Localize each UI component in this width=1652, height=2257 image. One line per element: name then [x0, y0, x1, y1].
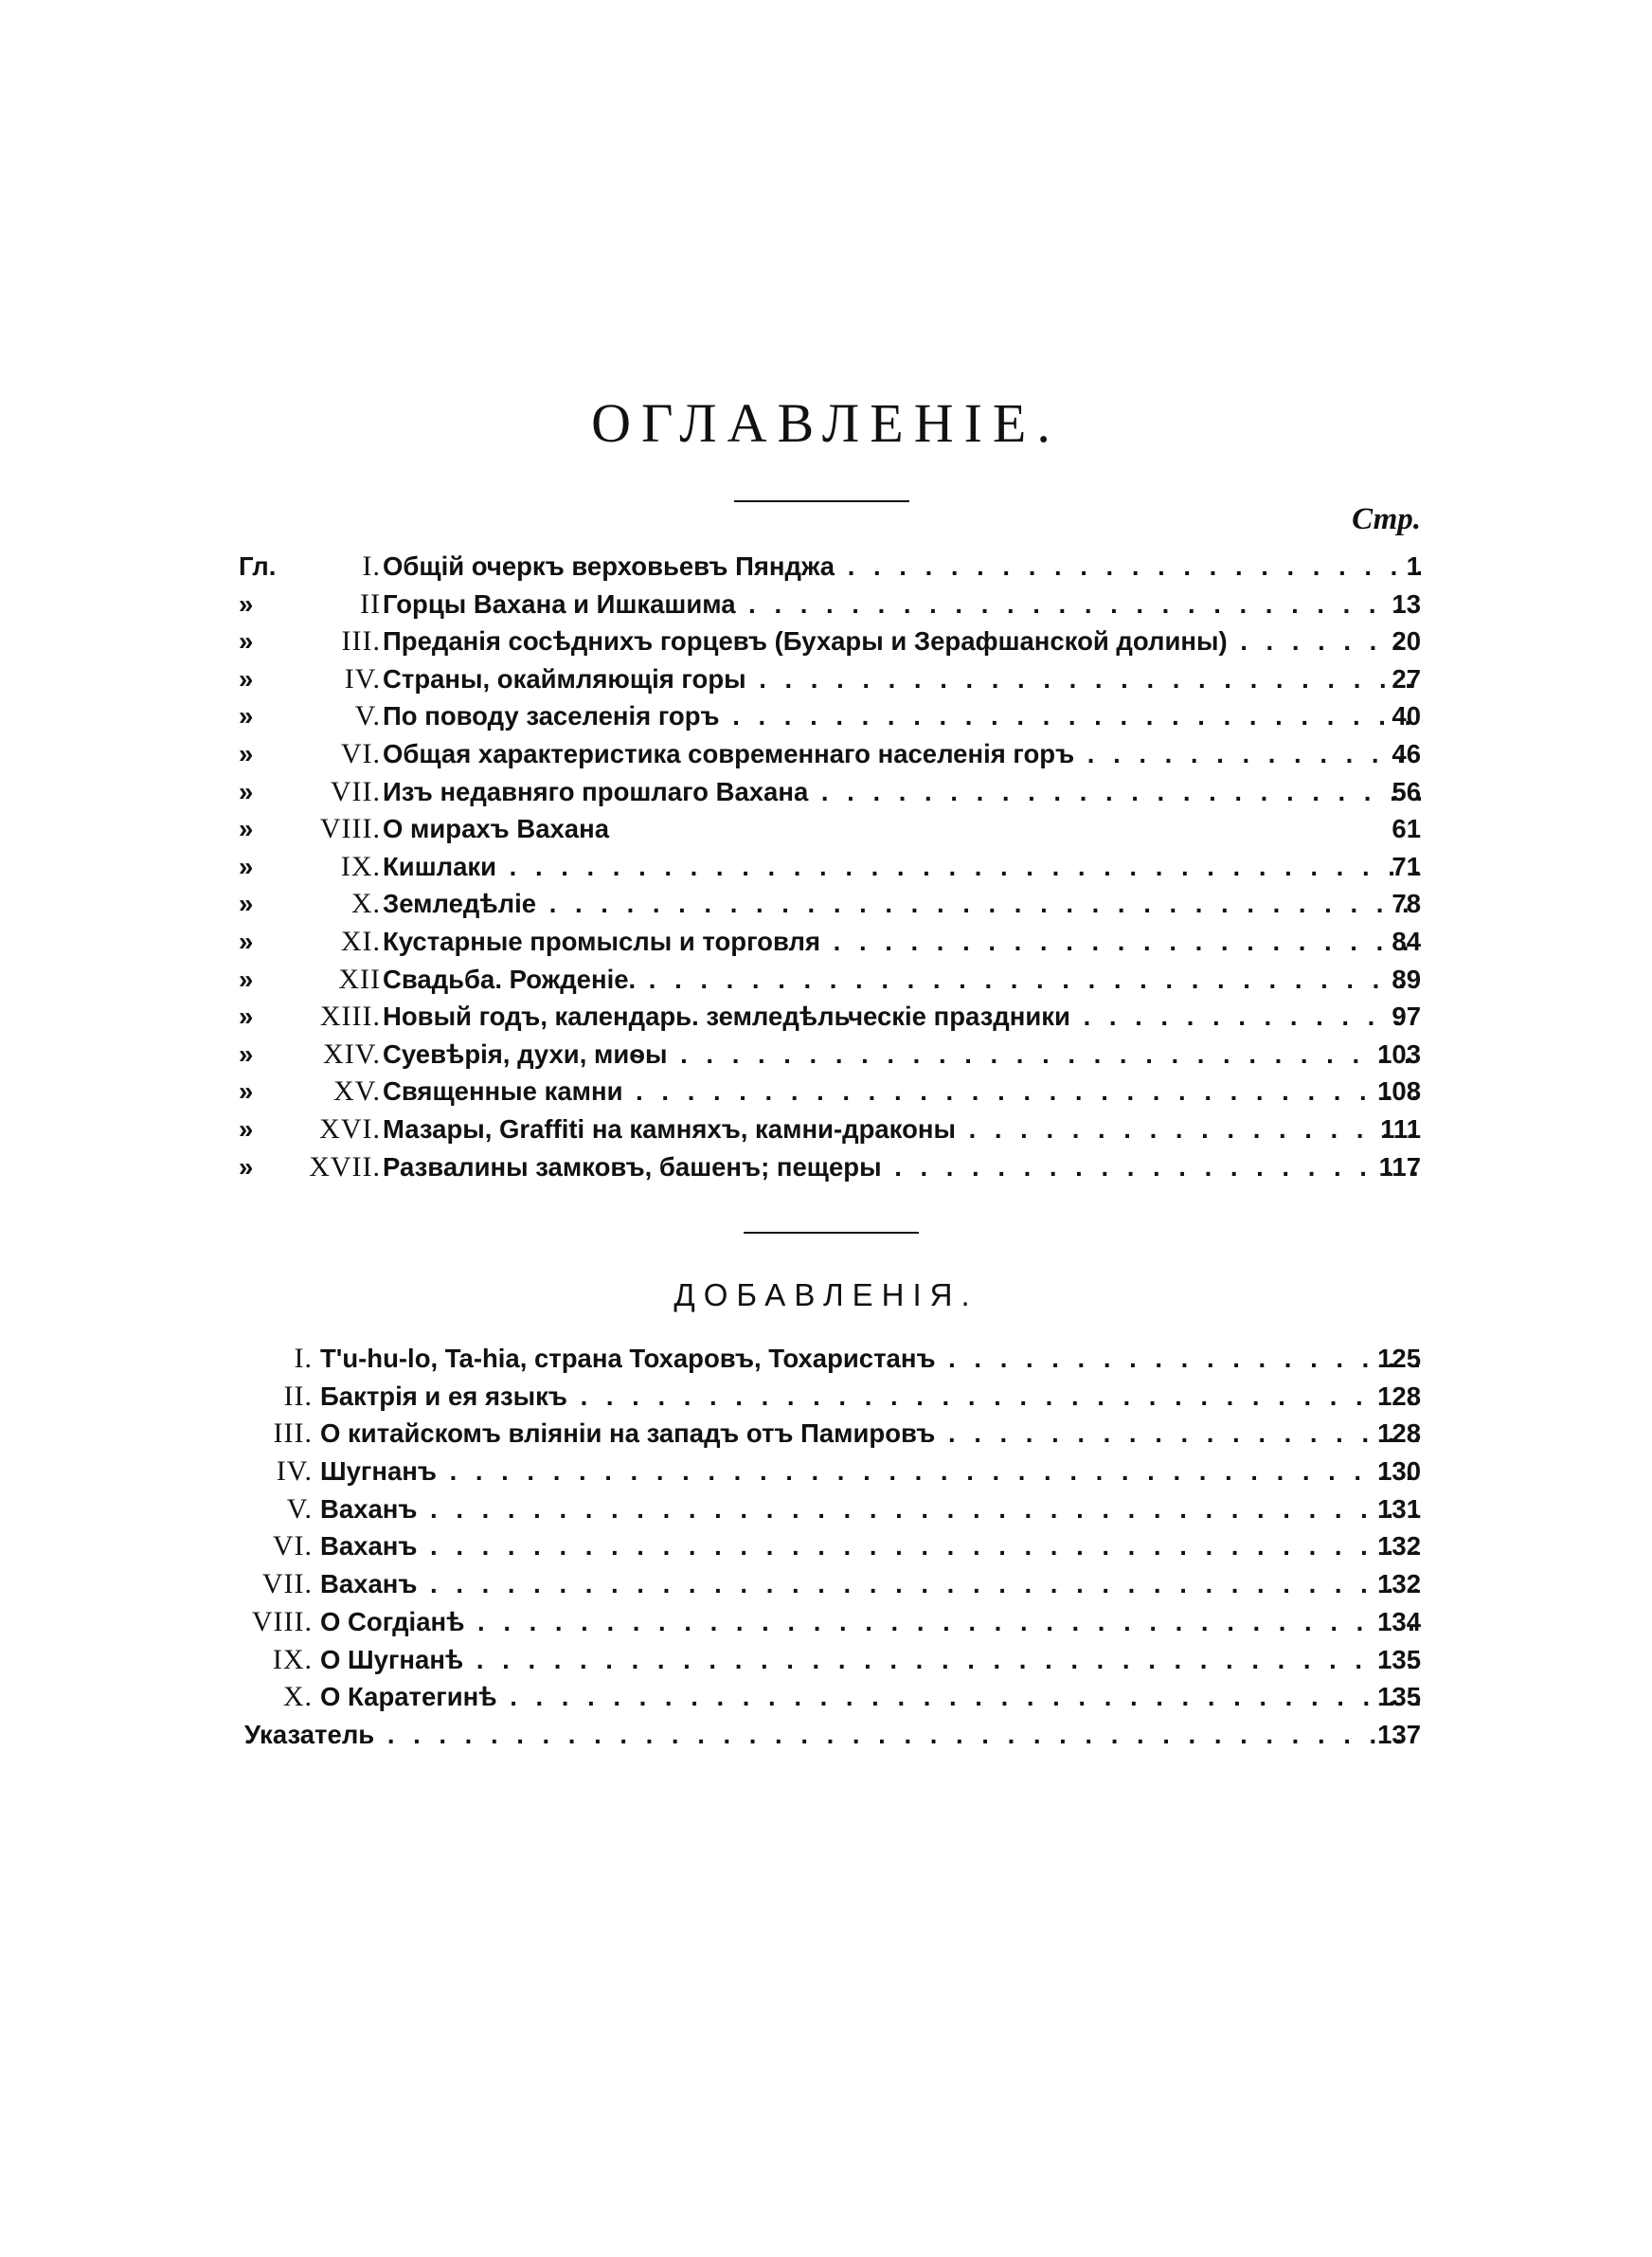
chapter-row	[0, 697, 1652, 735]
chapter-number: IX.	[340, 850, 381, 882]
chapter-row	[0, 1036, 1652, 1074]
appendix-page: 132	[1377, 1569, 1421, 1599]
appendix-title: Ваханъ . . .	[320, 1565, 1421, 1603]
chapter-title: Суевѣрія, духи, миѳы . . .	[383, 1036, 1421, 1074]
appendix-page: 125	[1377, 1344, 1421, 1373]
section-divider	[744, 1232, 919, 1234]
chapter-row	[0, 961, 1652, 999]
appendix-title: Шугнанъ . . .	[320, 1453, 1421, 1490]
chapter-prefix: »	[239, 626, 254, 657]
chapter-prefix: »	[239, 776, 254, 806]
chapter-number: III.	[341, 625, 381, 658]
appendix-title: О Согдіанѣ . . .	[320, 1603, 1421, 1641]
chapter-row	[0, 773, 1652, 811]
appendix-page: 131	[1377, 1493, 1421, 1524]
appendix-title: T'u-hu-lo, Ta-hia, страна Тохаровъ, Тохаристанъ . . .	[320, 1340, 1421, 1378]
appendix-title: О Каратегинѣ . . .	[320, 1678, 1421, 1716]
index-title: Указатель . . .	[244, 1716, 1421, 1754]
chapter-page: 111	[1380, 1113, 1421, 1144]
appendix-page: 132	[1377, 1531, 1421, 1562]
chapter-title: Общій очеркъ верховьевъ Пянджа . . .	[383, 548, 1421, 586]
chapter-title: Преданія сосѣднихъ горцевъ (Бухары и Зерафшанской долины) . . .	[383, 623, 1421, 660]
chapter-prefix: »	[239, 964, 254, 994]
chapter-number: XIII.	[319, 1001, 381, 1033]
appendix-number: II.	[283, 1380, 313, 1412]
appendix-number: IV.	[276, 1455, 313, 1488]
appendix-number: X.	[282, 1681, 313, 1713]
chapter-number: IV.	[344, 662, 381, 695]
chapter-title: Общая характеристика современнаго населенія горъ . . .	[383, 735, 1421, 773]
chapter-page: 1	[1406, 551, 1421, 581]
appendix-number: IX.	[272, 1643, 313, 1675]
chapter-row	[0, 623, 1652, 660]
chapter-number: XV.	[333, 1075, 381, 1108]
chapter-row	[0, 586, 1652, 623]
chapter-number: X.	[350, 888, 381, 920]
appendix-title: Бактрія и ея языкъ . . .	[320, 1378, 1421, 1416]
page-column-label: Стр.	[1352, 502, 1421, 536]
appendix-title: О китайскомъ вліяніи на западъ отъ Памировъ . . .	[320, 1415, 1421, 1453]
appendix-title: ДОБАВЛЕНІЯ.	[673, 1277, 979, 1312]
appendix-number: VII.	[261, 1568, 313, 1600]
chapter-prefix: »	[239, 1113, 254, 1144]
chapter-page: 89	[1392, 964, 1421, 994]
appendix-number: V.	[286, 1492, 313, 1525]
chapter-number: V.	[354, 700, 381, 732]
appendix-row	[0, 1453, 1652, 1490]
chapter-prefix: »	[239, 663, 254, 694]
chapter-title: Земледѣліе . . .	[383, 885, 1421, 923]
chapter-row	[0, 1073, 1652, 1110]
chapter-title: Свадьба. Рожденіе. . . .	[383, 961, 1421, 999]
chapter-prefix: »	[239, 588, 254, 619]
appendix-row	[0, 1490, 1652, 1528]
chapters-list	[0, 548, 1652, 1185]
chapter-number: VII.	[330, 775, 381, 807]
chapter-row	[0, 735, 1652, 773]
chapter-row	[0, 548, 1652, 586]
chapter-title: Кишлаки . . .	[383, 848, 1421, 886]
chapter-number: VIII.	[319, 813, 381, 845]
appendix-page: 130	[1377, 1456, 1421, 1487]
chapter-page: 84	[1392, 926, 1421, 956]
chapter-number: XIV.	[323, 1038, 381, 1070]
appendix-row	[0, 1603, 1652, 1641]
appendix-page: 128	[1377, 1381, 1421, 1411]
appendix-title: Ваханъ . . .	[320, 1527, 1421, 1565]
index-row	[0, 1716, 1652, 1754]
chapter-title: Священные камни . . .	[383, 1073, 1421, 1110]
chapter-title: Развалины замковъ, башенъ; пещеры . . .	[383, 1148, 1421, 1186]
appendix-title: Ваханъ . . .	[320, 1490, 1421, 1528]
appendix-row	[0, 1340, 1652, 1378]
chapter-title: О мирахъ Вахана	[383, 814, 610, 844]
page-title: ОГЛАВЛЕНІЕ.	[591, 392, 1061, 454]
chapter-page: 61	[1392, 814, 1421, 844]
chapter-prefix: »	[239, 701, 254, 731]
appendix-row	[0, 1678, 1652, 1716]
chapter-title: Горцы Вахана и Ишкашима . . .	[383, 586, 1421, 623]
chapter-page: 108	[1377, 1076, 1421, 1107]
appendix-number: III.	[273, 1417, 313, 1450]
chapter-row	[0, 810, 1652, 848]
appendix-row	[0, 1641, 1652, 1679]
chapter-row	[0, 998, 1652, 1036]
appendix-row	[0, 1527, 1652, 1565]
appendix-row	[0, 1378, 1652, 1416]
chapter-row	[0, 660, 1652, 698]
chapter-row	[0, 923, 1652, 961]
chapter-page: 56	[1392, 776, 1421, 806]
chapter-number: II	[360, 587, 381, 620]
chapter-prefix: »	[239, 1002, 254, 1032]
index-page: 137	[1377, 1719, 1421, 1749]
appendix-page: 128	[1377, 1418, 1421, 1449]
appendix-row	[0, 1565, 1652, 1603]
appendix-page: 135	[1377, 1644, 1421, 1674]
appendix-page: 134	[1377, 1606, 1421, 1636]
chapter-title: Изъ недавняго прошлаго Вахана . . .	[383, 773, 1421, 811]
chapter-prefix: »	[239, 1076, 254, 1107]
chapter-prefix: »	[239, 1038, 254, 1069]
chapter-row	[0, 885, 1652, 923]
chapter-row	[0, 1148, 1652, 1186]
chapter-prefix: »	[239, 1151, 254, 1182]
chapter-page: 27	[1392, 663, 1421, 694]
appendix-title: О Шугнанѣ . . .	[320, 1641, 1421, 1679]
appendix-number: VI.	[272, 1530, 313, 1562]
chapter-number: XVI.	[319, 1112, 381, 1145]
chapter-prefix: »	[239, 738, 254, 768]
chapter-prefix: Гл.	[239, 551, 277, 581]
chapter-number: XI.	[340, 925, 381, 957]
chapter-prefix: »	[239, 814, 254, 844]
chapter-prefix: »	[239, 926, 254, 956]
chapter-number: XII	[338, 963, 381, 995]
chapter-number: VI.	[340, 737, 381, 769]
chapter-prefix: »	[239, 851, 254, 881]
chapter-page: 71	[1392, 851, 1421, 881]
chapter-title: По поводу заселенія горъ . . .	[383, 697, 1421, 735]
chapter-page: 117	[1378, 1151, 1421, 1182]
appendix-number: VIII.	[251, 1605, 313, 1637]
chapter-page: 103	[1377, 1038, 1421, 1069]
appendix-number: I.	[294, 1343, 313, 1374]
chapter-page: 40	[1392, 701, 1421, 731]
chapter-number: I.	[362, 551, 381, 582]
appendix-page: 135	[1377, 1682, 1421, 1712]
chapter-page: 78	[1392, 889, 1421, 919]
appendices-list	[0, 1340, 1652, 1754]
chapter-page: 13	[1392, 588, 1421, 619]
chapter-prefix: »	[239, 889, 254, 919]
chapter-title: Новый годъ, календарь. земледѣльческіе праздники . . .	[383, 998, 1421, 1036]
chapter-title: Кустарные промыслы и торговля . . .	[383, 923, 1421, 961]
chapter-page: 20	[1392, 626, 1421, 657]
chapter-page: 97	[1392, 1002, 1421, 1032]
chapter-number: XVII.	[309, 1150, 381, 1183]
chapter-row	[0, 1110, 1652, 1148]
appendix-row	[0, 1415, 1652, 1453]
chapter-page: 46	[1392, 738, 1421, 768]
chapter-row	[0, 848, 1652, 886]
chapter-title: Мазары, Graffiti на камняхъ, камни-драконы . . .	[383, 1110, 1421, 1148]
chapter-title: Страны, окаймляющія горы . . .	[383, 660, 1421, 698]
title-divider	[734, 500, 909, 502]
